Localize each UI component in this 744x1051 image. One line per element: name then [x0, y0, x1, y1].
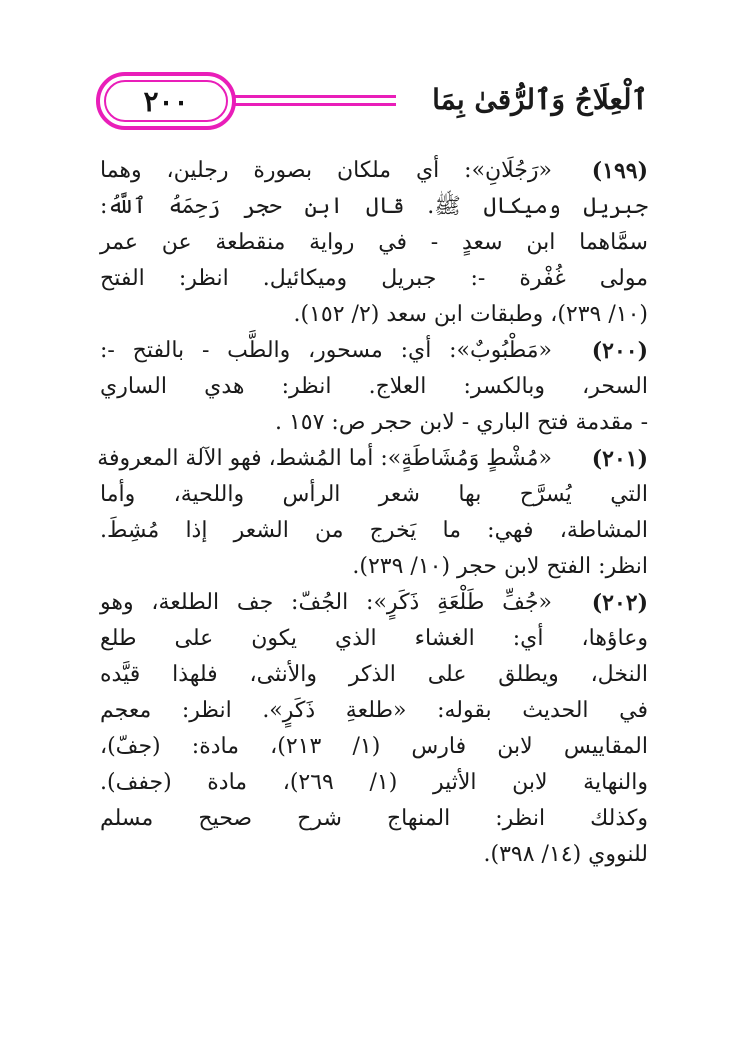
chapter-title: ٱلْعِلَاجُ وَٱلرُّقىٰ بِمَا: [432, 83, 648, 116]
footnote-202: [100, 585, 648, 873]
footnote-line: «مُشْطٍ وَمُشَاطَةٍ»: أما المُشط، فهو الآلة المعروفة: [97, 446, 552, 471]
footnote-200: [100, 333, 648, 441]
footnote-number: (٢٠١): [591, 446, 648, 472]
footnote-line: انظر: الفتح لابن حجر (١٠/ ٢٣٩).: [352, 554, 648, 579]
page-number: ٢٠٠: [143, 84, 189, 118]
footnote-number: (١٩٩): [591, 158, 648, 184]
footnote-number: (٢٠٠): [591, 338, 648, 364]
footnote-number: (٢٠٢): [591, 590, 648, 616]
footnote-201: [97, 441, 648, 585]
footnote-line: في الحديث بقوله: «طلعةِ ذَكَرٍ». انظر: معجم: [100, 698, 648, 723]
footnote-line: «رَجُلَانِ»: أي ملكان بصورة رجلين، وهما: [100, 158, 552, 183]
footnote-line: جبريل وميكال ﷺ. قال ابن حجر رَحِمَهُ ٱللَّهُ:: [100, 194, 648, 219]
footnote-line: والنهاية لابن الأثير (١/ ٢٦٩)، مادة (جفف).: [100, 770, 648, 795]
footnotes: [97, 153, 648, 873]
footnote-line: وعاؤها، أي: الغشاء الذي يكون على طلع: [100, 626, 648, 651]
footnote-line: للنووي (١٤/ ٣٩٨).: [483, 842, 648, 867]
footnote-line: التي يُسرَّح بها شعر الرأس واللحية، وأما: [100, 482, 648, 507]
header-rule: [232, 95, 396, 106]
footnote-line: «جُفِّ طَلْعَةِ ذَكَرٍ»: الجُفّ: جف الطلعة، وهو: [100, 590, 552, 615]
footnote-line: المشاطة، فهي: ما يَخرج من الشعر إذا مُشِطَ.: [100, 518, 648, 543]
page-header: [96, 64, 648, 140]
footnote-line: وكذلك انظر: المنهاج شرح صحيح مسلم: [100, 806, 648, 831]
footnote-199: [100, 153, 648, 333]
footnote-line: السحر، وبالكسر: العلاج. انظر: هدي الساري: [100, 374, 648, 399]
footnote-line: مولى غُفْرة -: جبريل وميكائيل. انظر: الفتح: [100, 266, 648, 291]
footnote-line: (١٠/ ٢٣٩)، وطبقات ابن سعد (٢/ ١٥٢).: [293, 302, 648, 327]
footnote-line: النخل، ويطلق على الذكر والأنثى، فلهذا قيَّده: [100, 662, 648, 687]
footnote-line: «مَطْبُوبٌ»: أي: مسحور، والطَّب - بالفتح -:: [100, 338, 552, 363]
footnote-line: سمَّاهما ابن سعدٍ - في رواية منقطعة عن عمر: [100, 230, 648, 255]
footnote-line: - مقدمة فتح الباري - لابن حجر ص: ١٥٧ .: [274, 410, 648, 435]
page-number-badge: [96, 72, 236, 130]
footnote-line: المقاييس لابن فارس (١/ ٢١٣)، مادة: (جفّ)،: [100, 734, 648, 759]
